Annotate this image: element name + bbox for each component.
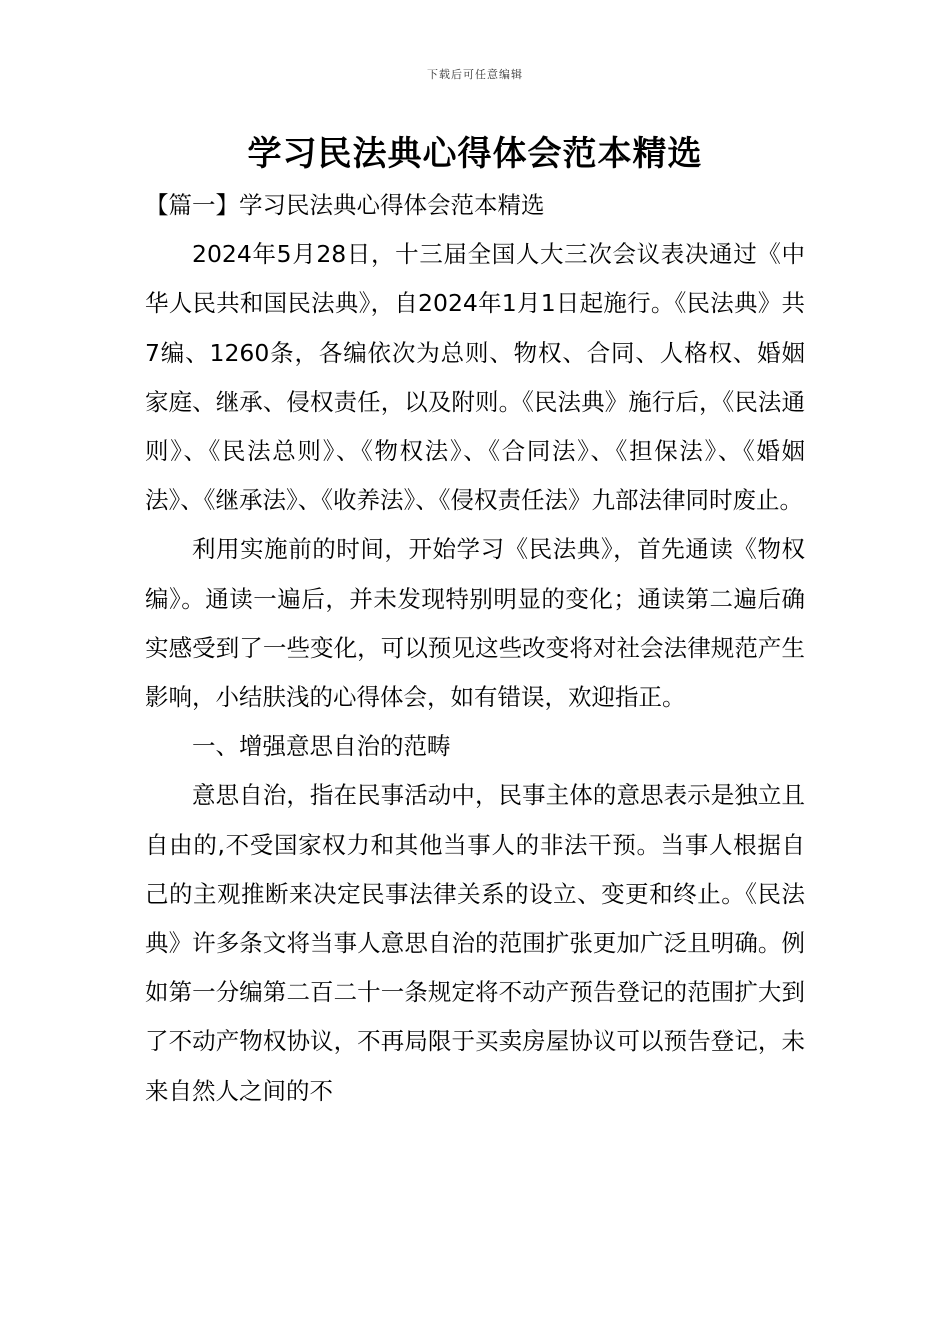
paragraph-1: 2024年5月28日，十三届全国人大三次会议表决通过《中华人民共和国民法典》，自2024年1月1日起施行。《民法典》共7编、1260条，各编依次为总则、物权、合同、人格权、婚姻家庭、继承、侵权责任，以及附则。《民法典》施行后，《民法通则》、《民法总则》、《物权法》、《合同法》、《担保法》、《婚姻法》、《继承法》、《收养法》、《侵权责任法》九部法律同时废止。 — [145, 240, 805, 515]
header-note: 下载后可任意编辑 — [427, 68, 523, 81]
paragraph-2: 利用实施前的时间，开始学习《民法典》，首先通读《物权编》。通读一遍后，并未发现特别明显的变化；通读第二遍后确实感受到了一些变化，可以预见这些改变将对社会法律规范产生影响，小结肤浅的心得体会，如有错误，欢迎指正。 — [145, 535, 805, 712]
document-body — [145, 181, 805, 1116]
section-heading: 一、增强意思自治的范畴 — [192, 732, 451, 761]
document-title: 学习民法典心得体会范本精选 — [247, 134, 703, 174]
section-label: 【篇一】学习民法典心得体会范本精选 — [145, 191, 545, 219]
paragraph-3: 意思自治，指在民事活动中，民事主体的意思表示是独立且自由的,不受国家权力和其他当事人的非法干预。当事人根据自己的主观推断来决定民事法律关系的设立、变更和终止。《民法典》许多条文将当事人意思自治的范围扩张更加广泛且明确。例如第一分编第二百二十一条规定将不动产预告登记的范围扩大到了不动产物权协议，不再局限于买卖房屋协议可以预告登记，未来自然人之间的不 — [145, 781, 805, 1105]
